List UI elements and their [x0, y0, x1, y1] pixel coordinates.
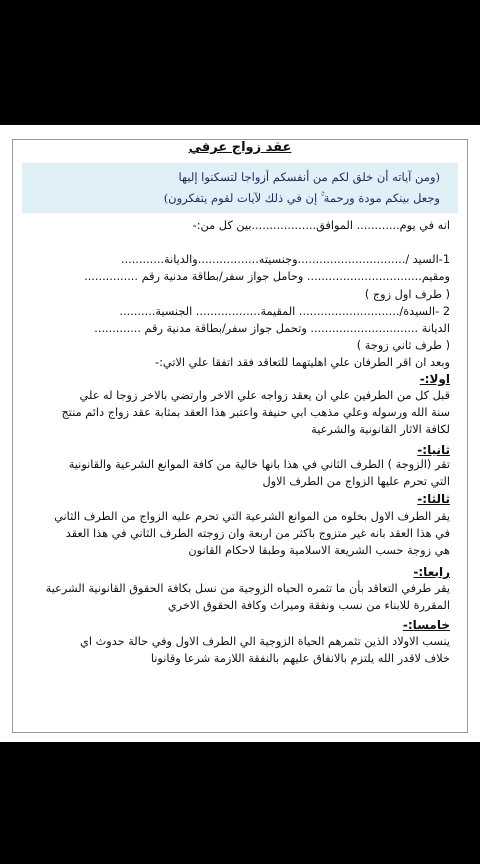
- party2-role: ( طرف ثاني زوجة ): [356, 339, 450, 352]
- clause-4-line-1: يقر طرفي التعاقد بأن ما تثمره الحياه الزوجية من نسل بكافة الحقوق القانونية الشرعية: [45, 582, 450, 595]
- clause-3-line-2: في هذا العقد بانه غير متزوج باكثر من اربعة وان زوجته الطرف الثاني في هذا العقد: [65, 527, 450, 540]
- clause-1-line-3: لكافة الاثار القانونية والشرعية: [311, 423, 450, 436]
- clause-3-heading: ثالثا:-: [417, 492, 450, 506]
- verse-line-2: وجعل بينكم مودة ورحمة ۚ إن في ذلك لآيات لقوم يتفكرون): [163, 191, 440, 205]
- clause-2-line-1: تقر (الزوجة ) الطرف الثاني في هذا بانها خالية من كافة الموانع الشرعية والقانونية: [68, 458, 450, 471]
- clause-5-line-2: خلاف لاقدر الله يلتزم بالانفاق عليهم بالنفقة اللازمة شرعا وقانونا: [150, 652, 450, 665]
- clause-3-line-3: هي زوجة حسب الشريعة الاسلامية وطبقا لاحكام القانون: [188, 544, 450, 557]
- party1-role: ( طرف اول زوج ): [364, 288, 450, 301]
- party2-line-1: 2 -السيدة/............................ المقيمة.................. الجنسية..........: [119, 305, 450, 318]
- clause-1-line-2: سنة الله ورسوله وعلي مذهب ابي حنيفة واعتبر هذا العقد بمثابة عقد زواج دائم منتج: [61, 406, 450, 419]
- clause-4-line-2: المقررة للابناء من نسب ونفقة وميراث وكافة الحقوق الاخري: [167, 599, 450, 612]
- clause-4-heading: رابعا:-: [413, 565, 450, 579]
- verse-line-1: (ومن آياته أن خلق لكم من أنفسكم أزواجا لتسكنوا إليها: [178, 170, 440, 184]
- party1-line-2: ومقيم................................ وحامل جواز سفر/بطاقة مدنية رقم ...............: [84, 270, 450, 283]
- clause-1-heading: اولا:-: [419, 372, 450, 386]
- document-page: [0, 125, 480, 742]
- clause-3-line-1: يقر الطرف الاول بخلوه من الموانع الشرعية التي تحرم عليه الزواج من الطرف الثاني: [54, 510, 450, 523]
- contract-title: عقد زواج عرفي: [188, 140, 292, 155]
- clause-2-heading: ثانيا:-: [417, 443, 450, 457]
- clause-5-heading: خامسا:-: [402, 618, 450, 632]
- clause-5-line-1: ينسب الاولاد الذين تثمرهم الحياة الزوجية الي الطرف الاول وفي حالة حدوث اي: [80, 635, 450, 648]
- party2-line-2: الديانة .............................. وتحمل جواز سفر/بطاقة مدنية رقم .............: [94, 322, 450, 335]
- intro-line: وبعد ان اقر الطرفان علي اهليتهما للتعاقد فقد اتفقا علي الاتي:-: [155, 356, 450, 369]
- clause-2-line-2: التي تحرم عليها الزواج من الطرف الاول: [262, 475, 450, 488]
- preamble-line: انه في يوم............ الموافق..................بين كل من:-: [192, 219, 450, 232]
- party1-line-1: 1-السيد /..............................وجنسيته.................والديانة............: [120, 253, 450, 266]
- clause-1-line-1: قبل كل من الطرفين علي ان يعقد زواجه علي الاخر وارتضي بالاخر زوجا له علي: [79, 389, 450, 402]
